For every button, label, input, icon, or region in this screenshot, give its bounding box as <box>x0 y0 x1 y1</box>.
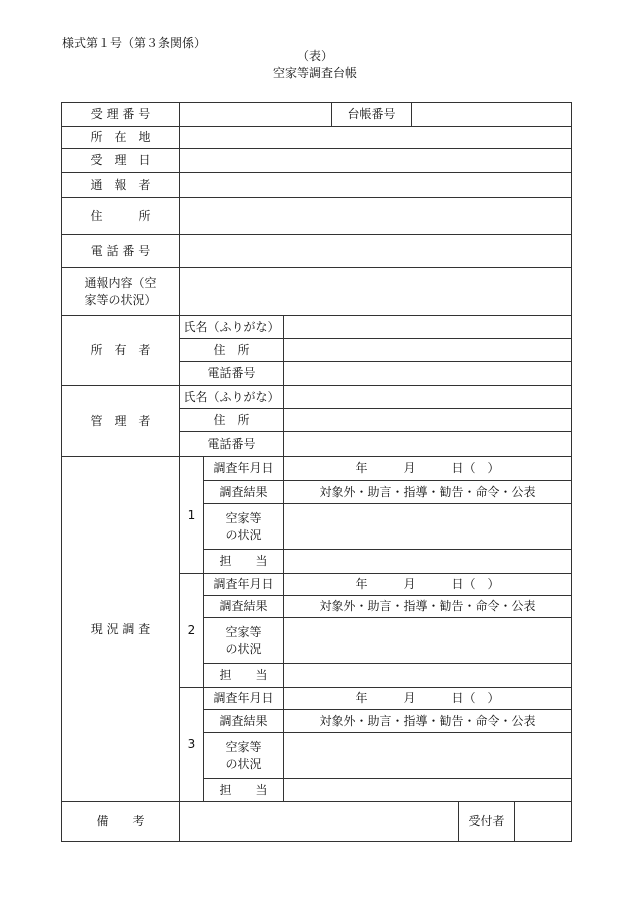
owner-name-label: 氏名（ふりがな） <box>180 316 284 339</box>
survey-result-label: 調査結果 <box>204 596 284 618</box>
survey-result-label: 調査結果 <box>204 481 284 504</box>
address-label: 住 所 <box>62 198 180 235</box>
manager-address-field[interactable] <box>284 409 572 432</box>
survey-status-line2: の状況 <box>225 641 262 656</box>
survey-staff-label: 担 当 <box>204 550 284 574</box>
survey-status-field[interactable] <box>284 733 572 779</box>
owner-phone-field[interactable] <box>284 362 572 386</box>
survey-date-label: 調査年月日 <box>204 688 284 710</box>
location-field[interactable] <box>180 127 572 149</box>
report-content-line2: 家等の状況） <box>84 292 157 307</box>
front-side-label: （表） <box>296 49 333 63</box>
receipt-number-field[interactable] <box>180 103 332 127</box>
owner-address-field[interactable] <box>284 339 572 362</box>
survey-ledger-table <box>61 102 572 842</box>
owner-name-field[interactable] <box>284 316 572 339</box>
report-content-field[interactable] <box>180 268 572 316</box>
location-label: 所 在 地 <box>62 127 180 149</box>
survey-staff-label: 担 当 <box>204 664 284 688</box>
ledger-number-label: 台帳番号 <box>332 103 412 127</box>
survey-entry-number: 3 <box>180 688 204 802</box>
survey-staff-field[interactable] <box>284 664 572 688</box>
report-content-label <box>62 268 180 316</box>
form-number: 様式第１号（第３条関係） <box>62 36 207 50</box>
manager-phone-label: 電話番号 <box>180 432 284 457</box>
survey-status-label <box>204 618 284 664</box>
address-field[interactable] <box>180 198 572 235</box>
receipt-number-label: 受 理 番 号 <box>62 103 180 127</box>
survey-status-field[interactable] <box>284 618 572 664</box>
receiver-label: 受付者 <box>459 802 515 842</box>
report-content-line1: 通報内容（空 <box>84 276 157 291</box>
receipt-date-field[interactable] <box>180 149 572 173</box>
survey-date-label: 調査年月日 <box>204 574 284 596</box>
survey-staff-field[interactable] <box>284 550 572 574</box>
reporter-label: 通 報 者 <box>62 173 180 198</box>
phone-field[interactable] <box>180 235 572 268</box>
receipt-date-label: 受 理 日 <box>62 149 180 173</box>
survey-status-line1: 空家等 <box>225 625 262 640</box>
receiver-field[interactable] <box>515 802 572 842</box>
survey-status-line2: の状況 <box>225 527 262 542</box>
survey-date-field[interactable]: 年 月 日（ ） <box>284 688 572 710</box>
survey-result-options[interactable]: 対象外・助言・指導・勧告・命令・公表 <box>284 481 572 504</box>
manager-name-label: 氏名（ふりがな） <box>180 386 284 409</box>
survey-entry-number: 2 <box>180 574 204 688</box>
phone-label: 電 話 番 号 <box>62 235 180 268</box>
reporter-field[interactable] <box>180 173 572 198</box>
survey-result-options[interactable]: 対象外・助言・指導・勧告・命令・公表 <box>284 710 572 733</box>
survey-result-label: 調査結果 <box>204 710 284 733</box>
survey-staff-label: 担 当 <box>204 779 284 802</box>
manager-phone-field[interactable] <box>284 432 572 457</box>
survey-status-line1: 空家等 <box>225 740 262 755</box>
ledger-number-field[interactable] <box>412 103 572 127</box>
manager-name-field[interactable] <box>284 386 572 409</box>
survey-date-label: 調査年月日 <box>204 457 284 481</box>
remarks-label: 備 考 <box>62 802 180 842</box>
survey-date-field[interactable]: 年 月 日（ ） <box>284 574 572 596</box>
owner-address-label: 住 所 <box>180 339 284 362</box>
survey-date-field[interactable]: 年 月 日（ ） <box>284 457 572 481</box>
survey-status-line2: の状況 <box>225 756 262 771</box>
survey-status-label <box>204 504 284 550</box>
survey-status-field[interactable] <box>284 504 572 550</box>
survey-entry-number: 1 <box>180 457 204 574</box>
manager-label: 管 理 者 <box>62 386 180 457</box>
survey-staff-field[interactable] <box>284 779 572 802</box>
survey-label: 現 況 調 査 <box>62 457 180 802</box>
remarks-field[interactable] <box>180 802 459 842</box>
manager-address-label: 住 所 <box>180 409 284 432</box>
page-title: 空家等調査台帳 <box>272 66 357 80</box>
survey-status-line1: 空家等 <box>225 511 262 526</box>
owner-label: 所 有 者 <box>62 316 180 386</box>
owner-phone-label: 電話番号 <box>180 362 284 386</box>
survey-status-label <box>204 733 284 779</box>
survey-result-options[interactable]: 対象外・助言・指導・勧告・命令・公表 <box>284 596 572 618</box>
